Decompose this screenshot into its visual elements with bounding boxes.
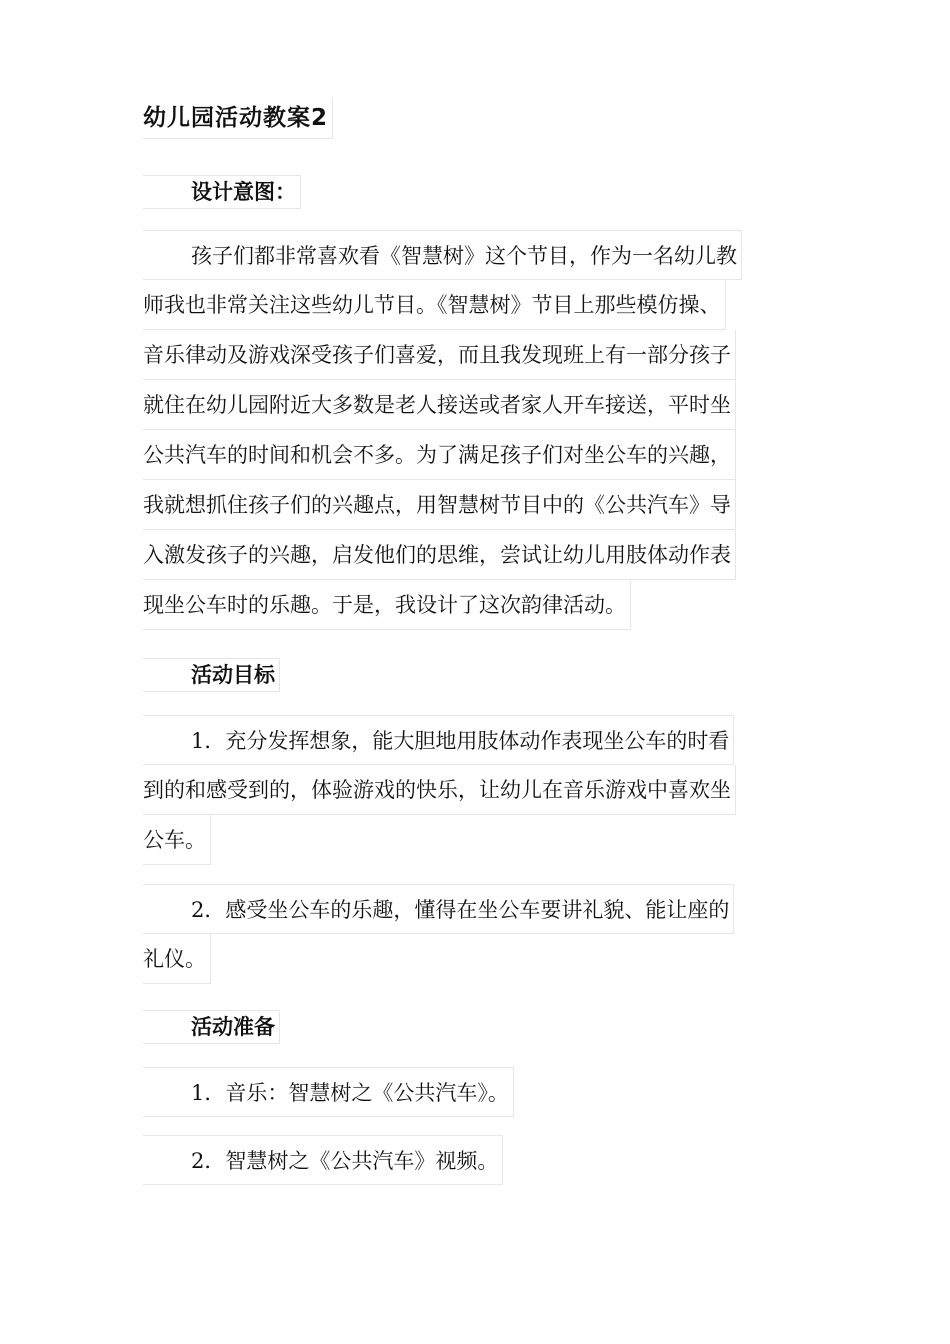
section-heading-activity-preparation: 活动准备 (143, 1010, 280, 1044)
paragraph-line: 公车。 (143, 815, 211, 865)
document-title: 幼儿园活动教案2 (143, 98, 333, 139)
section-heading-activity-goals: 活动目标 (143, 658, 280, 692)
paragraph-line: 孩子们都非常喜欢看《智慧树》这个节目，作为一名幼儿教 (143, 230, 742, 280)
paragraph-line: 公共汽车的时间和机会不多。为了满足孩子们对坐公车的兴趣， (143, 430, 736, 480)
paragraph-line: 现坐公车时的乐趣。于是，我设计了这次韵律活动。 (143, 580, 631, 630)
paragraph-line: 我就想抓住孩子们的兴趣点，用智慧树节目中的《公共汽车》导 (143, 480, 736, 530)
paragraph-line: 师我也非常关注这些幼儿节目。《智慧树》节目上那些模仿操、 (143, 280, 726, 330)
paragraph-line: 礼仪。 (143, 934, 211, 984)
paragraph-line: 到的和感受到的，体验游戏的快乐，让幼儿在音乐游戏中喜欢坐 (143, 765, 736, 815)
paragraph-line: 2．智慧树之《公共汽车》视频。 (143, 1135, 503, 1185)
paragraph-line: 入激发孩子的兴趣，启发他们的思维，尝试让幼儿用肢体动作表 (143, 530, 736, 580)
paragraph-design-intent (143, 230, 813, 630)
paragraph-line: 1．音乐：智慧树之《公共汽车》。 (143, 1067, 514, 1117)
paragraph-line: 1．充分发挥想象，能大胆地用肢体动作表现坐公车的时看 (143, 715, 734, 765)
paragraph-line: 2．感受坐公车的乐趣，懂得在坐公车要讲礼貌、能让座的 (143, 884, 734, 934)
paragraph-line: 就住在幼儿园附近大多数是老人接送或者家人开车接送，平时坐 (143, 380, 736, 430)
paragraph-prep-1 (143, 1067, 813, 1117)
paragraph-line: 音乐律动及游戏深受孩子们喜爱，而且我发现班上有一部分孩子 (143, 330, 736, 380)
paragraph-prep-2 (143, 1135, 813, 1185)
paragraph-goal-2 (143, 884, 813, 984)
paragraph-goal-1 (143, 715, 813, 865)
section-heading-design-intent: 设计意图： (143, 175, 301, 209)
